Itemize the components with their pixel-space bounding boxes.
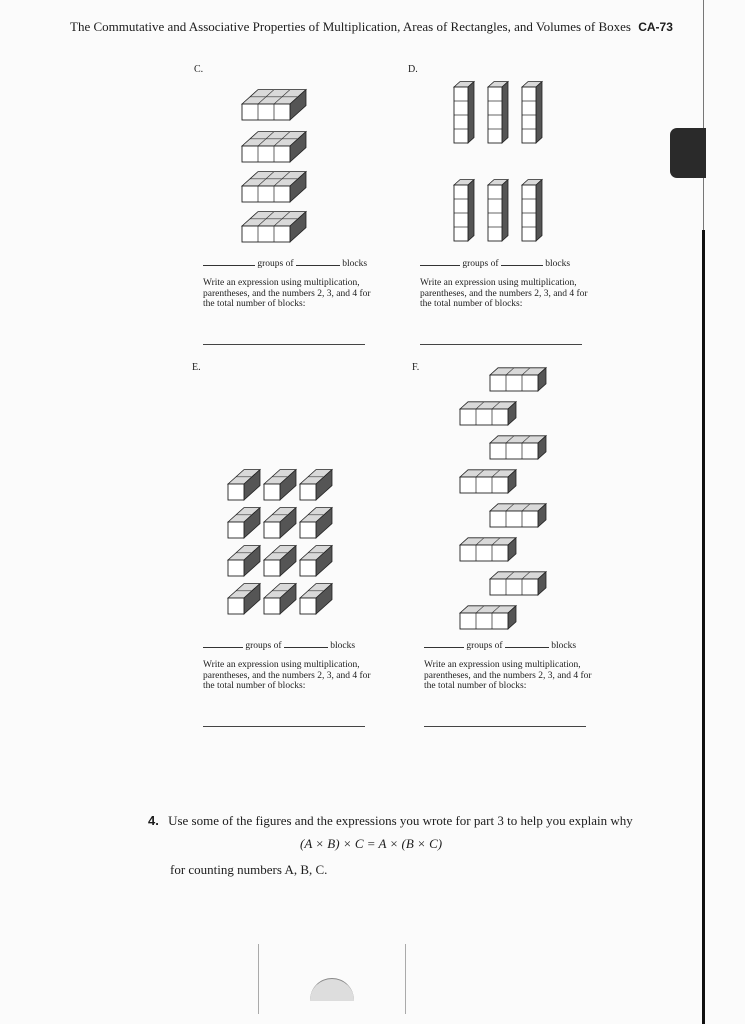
page-edge-top: [703, 0, 704, 230]
panel-f-groups-line: [424, 637, 576, 651]
block-side: [536, 180, 542, 241]
block-top: [490, 436, 546, 443]
scan-artifact: [405, 944, 406, 1014]
block-top: [490, 368, 546, 375]
question-text: Use some of the figures and the expressions you wrote for part 3 to help you explain why: [168, 813, 633, 828]
panel-d-letter: D.: [408, 64, 418, 75]
block-top: [460, 606, 516, 613]
panel-d-answer-line[interactable]: [420, 344, 582, 345]
panel-e-letter: E.: [192, 362, 201, 373]
panel-d-groups-line: [420, 255, 570, 269]
blocks-label: blocks: [342, 259, 368, 269]
panel-c-answer-line[interactable]: [203, 344, 365, 345]
block-top: [460, 402, 516, 409]
block-front: [490, 443, 538, 459]
blocks-label: blocks: [330, 641, 356, 651]
groups-label: groups of: [462, 259, 499, 269]
blocks-label: blocks: [545, 259, 571, 269]
section-tab: [670, 128, 706, 178]
block-front: [300, 598, 316, 614]
page-code: CA-73: [638, 20, 673, 34]
block-front: [300, 560, 316, 576]
size-blank[interactable]: [296, 255, 340, 266]
panel-d-figure: [440, 65, 560, 245]
panel-e-answer-line[interactable]: [203, 726, 365, 727]
panel-c-letter: C.: [194, 64, 204, 75]
groups-label: groups of: [257, 259, 294, 269]
block-front: [460, 409, 508, 425]
size-blank[interactable]: [501, 255, 543, 266]
block-side: [468, 82, 474, 143]
scan-artifact: [310, 978, 354, 1001]
block-front: [228, 560, 244, 576]
block-front: [228, 598, 244, 614]
panel-e-instruction: Write an expression using multiplication, parentheses, and the numbers 2, 3, and 4 for the total number of blocks:: [203, 660, 371, 691]
block-front: [242, 146, 290, 162]
block-front: [460, 477, 508, 493]
page-title: The Commutative and Associative Properties of Multiplication, Areas of Rectangles, and Volumes of Boxes: [70, 19, 631, 34]
panel-e-groups-line: [203, 637, 355, 651]
block-front: [264, 560, 280, 576]
panel-f-letter: F.: [412, 362, 420, 373]
groups-label: groups of: [466, 641, 503, 651]
block-top: [490, 504, 546, 511]
associative-formula: (A × B) × C = A × (B × C): [300, 836, 443, 851]
block-top: [490, 572, 546, 579]
groups-blank[interactable]: [420, 255, 460, 266]
panel-d-instruction: Write an expression using multiplication, parentheses, and the numbers 2, 3, and 4 for the total number of blocks:: [420, 278, 588, 309]
groups-blank[interactable]: [203, 637, 243, 648]
block-front: [264, 598, 280, 614]
block-front: [490, 511, 538, 527]
block-top: [460, 470, 516, 477]
block-front: [242, 186, 290, 202]
size-blank[interactable]: [505, 637, 549, 648]
size-blank[interactable]: [284, 637, 328, 648]
question-footer: for counting numbers A, B, C.: [170, 862, 328, 877]
block-front: [300, 484, 316, 500]
block-front: [300, 522, 316, 538]
groups-blank[interactable]: [424, 637, 464, 648]
blocks-label: blocks: [551, 641, 577, 651]
page-edge: [702, 230, 705, 1024]
block-front: [228, 522, 244, 538]
block-front: [490, 375, 538, 391]
panel-c-figure: [220, 80, 340, 245]
block-side: [536, 82, 542, 143]
groups-label: groups of: [245, 641, 282, 651]
panel-f-instruction: Write an expression using multiplication, parentheses, and the numbers 2, 3, and 4 for the total number of blocks:: [424, 660, 592, 691]
block-front: [460, 613, 508, 629]
block-front: [264, 484, 280, 500]
block-top: [460, 538, 516, 545]
block-front: [460, 545, 508, 561]
block-front: [264, 522, 280, 538]
block-front: [242, 104, 290, 120]
block-side: [502, 180, 508, 241]
block-front: [228, 484, 244, 500]
panel-f-answer-line[interactable]: [424, 726, 586, 727]
panel-c-instruction: Write an expression using multiplication, parentheses, and the numbers 2, 3, and 4 for the total number of blocks:: [203, 278, 371, 309]
block-side: [502, 82, 508, 143]
question-number: 4.: [148, 813, 159, 828]
block-front: [242, 226, 290, 242]
block-front: [490, 579, 538, 595]
panel-c-groups-line: [203, 255, 367, 269]
page-header: [70, 19, 673, 35]
block-side: [468, 180, 474, 241]
groups-blank[interactable]: [203, 255, 255, 266]
panel-e-figure: [224, 462, 344, 632]
panel-f-figure: [456, 366, 556, 631]
scan-artifact: [258, 944, 259, 1014]
question-4: [148, 813, 633, 829]
